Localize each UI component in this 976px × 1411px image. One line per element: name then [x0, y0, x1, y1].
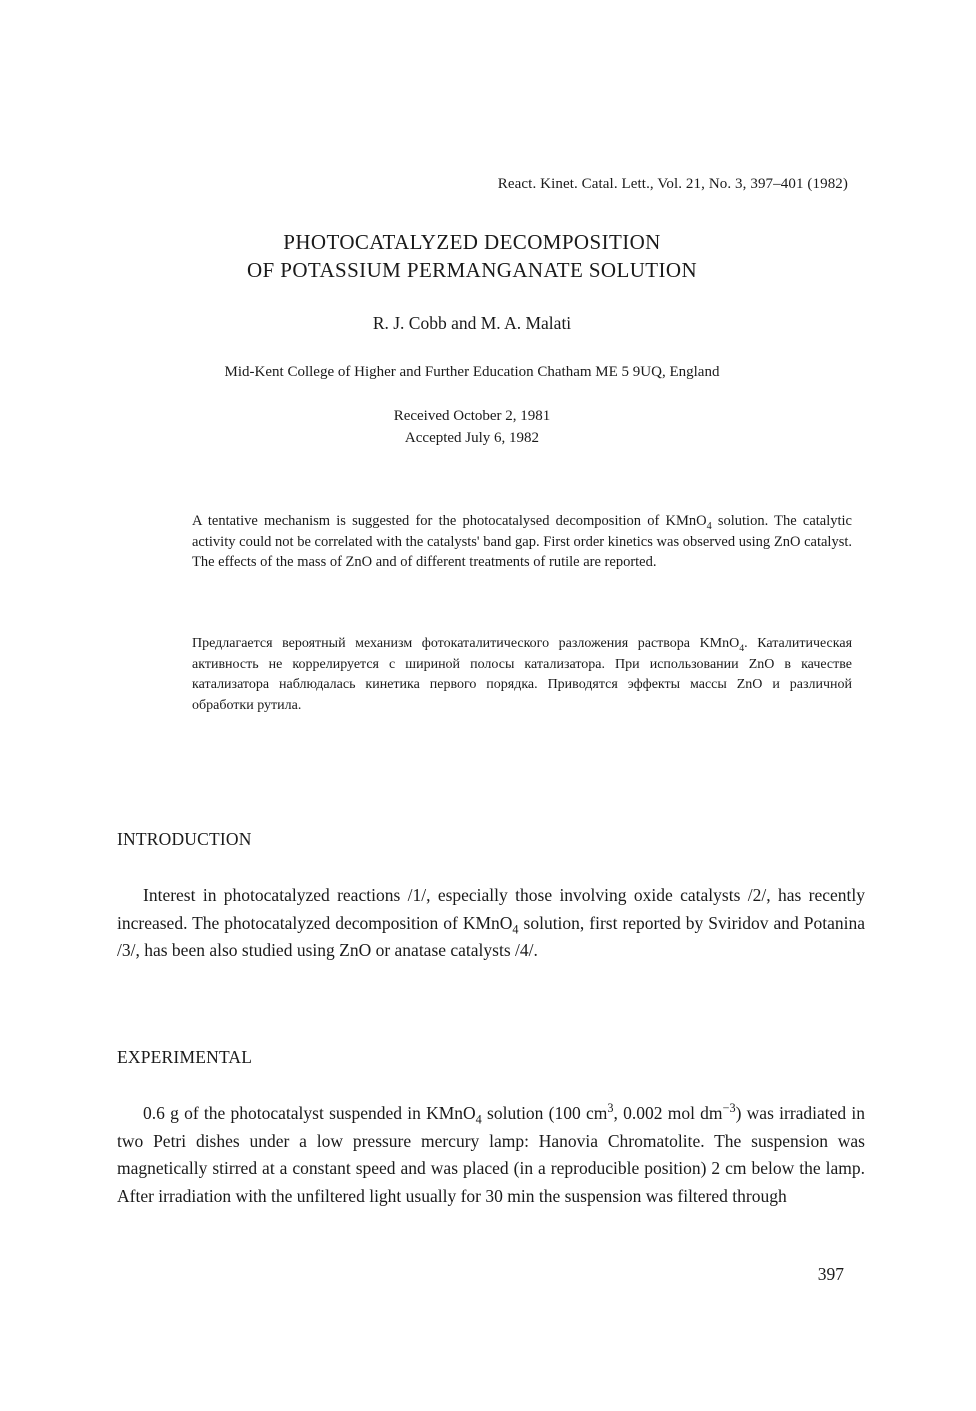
journal-citation: React. Kinet. Catal. Lett., Vol. 21, No. 3, 397–401 (1982): [497, 176, 848, 192]
intro-text-1: Interest in photocatalyzed reactions /1/, especially those involving oxide catalysts /2/, has recently increased. The photocatalyzed decomposition of KMnO: [117, 885, 865, 933]
paper-title: [0, 228, 944, 284]
exp-text-2: solution (100 cm: [481, 1103, 608, 1123]
abstract-russian: [192, 634, 852, 716]
dates: [0, 405, 944, 449]
title-line-2: OF POTASSIUM PERMANGANATE SOLUTION: [246, 258, 698, 282]
abstract-en-subscript: 4: [706, 520, 712, 532]
abstract-en-text-2: solution. The catalytic activity could not be correlated with the catalysts' band gap. First order kinetics was observed using ZnO catalyst. The effects of the mass of ZnO and of different treatments of rutile are reported.: [192, 513, 852, 570]
received-date: Received October 2, 1981: [393, 408, 551, 424]
section-heading-introduction: INTRODUCTION: [117, 829, 252, 849]
abstract-ru-subscript: 4: [739, 642, 745, 654]
section-heading-experimental: EXPERIMENTAL: [117, 1047, 253, 1067]
experimental-paragraph: [117, 1100, 865, 1210]
title-line-1: PHOTOCATALYZED DECOMPOSITION: [283, 230, 661, 254]
page-number: 397: [817, 1264, 844, 1284]
intro-subscript: 4: [512, 922, 519, 936]
exp-text-3: , 0.002 mol dm: [613, 1103, 723, 1123]
exp-superscript-1: 3: [607, 1101, 614, 1116]
abstract-english: [192, 511, 852, 573]
introduction-paragraph: [117, 882, 865, 965]
exp-subscript: 4: [475, 1112, 482, 1127]
accepted-date: Accepted July 6, 1982: [404, 430, 540, 446]
exp-superscript-2: −3: [722, 1101, 736, 1116]
abstract-ru-text-2: . Каталитическая активность не коррелируется с шириной полосы катализатора. При использовании ZnO в качестве катализатора наблюдалась кинетика первого порядка. Приводятся эффекты массы ZnO и различной обработки рутила.: [192, 636, 853, 713]
authors: R. J. Cobb and M. A. Malati: [372, 313, 572, 333]
affiliation: Mid-Kent College of Higher and Further Education Chatham ME 5 9UQ, England: [224, 364, 720, 380]
abstract-en-text-1: A tentative mechanism is suggested for the photocatalysed decomposition of KMnO: [192, 513, 707, 529]
abstract-ru-text-1: Предлагается вероятный механизм фотокаталитического разложения раствора KMnO: [192, 636, 740, 651]
exp-text-4: ) was irradiated in two Petri dishes under a low pressure mercury lamp: Hanovia Chromatolite. The suspension was magnetically stirred at a constant speed and was placed (in a reproducible position) 2 cm below the lamp. After irradiation with the unfiltered light usually for 30 min the suspension was filtered through: [117, 1103, 866, 1206]
exp-text-1: 0.6 g of the photocatalyst suspended in KMnO: [143, 1103, 476, 1123]
intro-text-2: solution, first reported by Sviridov and Potanina /3/, has been also studied using ZnO or anatase catalysts /4/.: [117, 912, 865, 960]
